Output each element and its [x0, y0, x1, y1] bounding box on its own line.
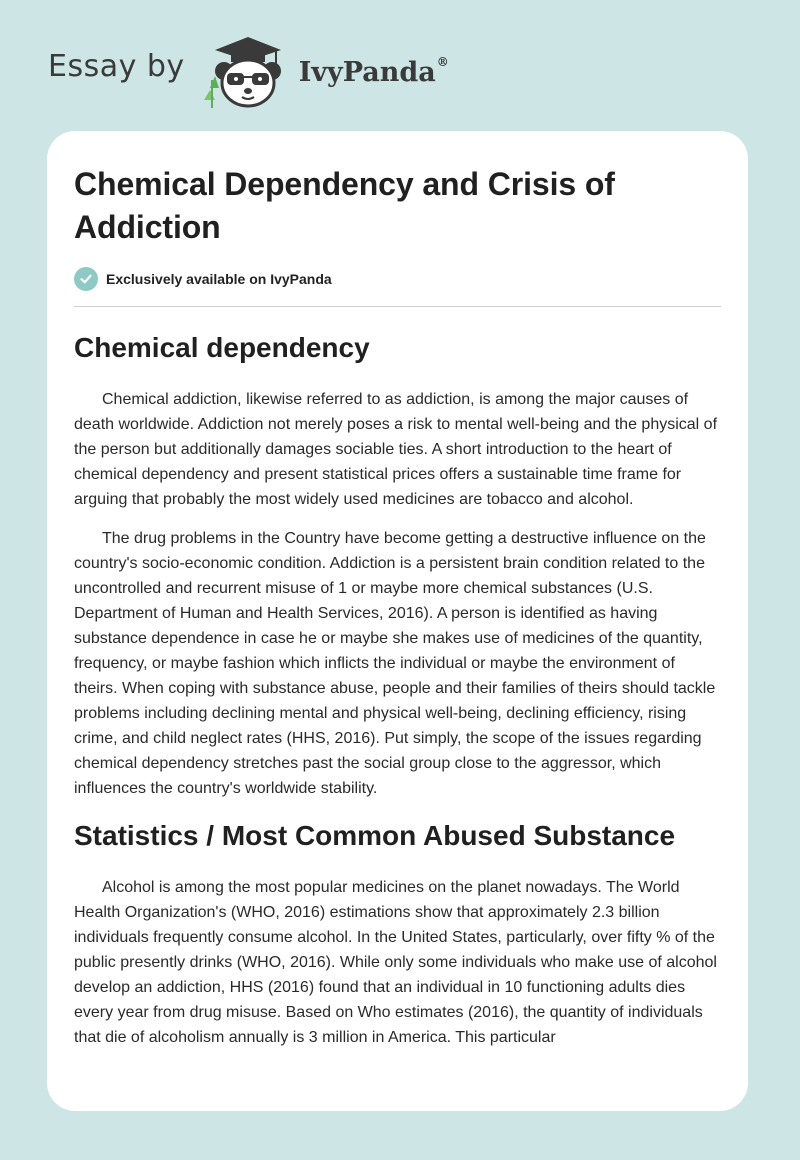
section-heading: Statistics / Most Common Abused Substance: [74, 820, 676, 851]
paragraph: Chemical addiction, likewise referred to as addiction, is among the major causes of death worldwide. Addiction not merely poses a risk to mental well-being and the physical of the person but additionally damages sociable ties. A short introduction to the heart of chemical dependency and present statistical prices offers a sustainable time frame for arguing that probably the most widely used medicines are tobacco and alcohol.: [74, 391, 718, 508]
essay-title: Chemical Dependency and Crisis of Addiction: [74, 166, 615, 245]
paragraph: Alcohol is among the most popular medicines on the planet nowadays. The World Health Organization's (WHO, 2016) estimations show that approximately 2.3 billion individuals frequently consume alcohol. In the United States, particularly, over fifty % of the public presently drinks (WHO, 2016). While only some individuals who make use of alcohol develop an addiction, HHS (2016) found that an individual in 10 functioning adults dies every year from drug misuse. Based on Who estimates (2016), the quantity of individuals that die of alcoholism annually is 3 million in America. This particular: [74, 879, 717, 1046]
brand-header: [48, 36, 449, 108]
title-divider: [74, 306, 721, 307]
check-icon: [74, 267, 98, 291]
section-heading: Chemical dependency: [74, 332, 370, 363]
exclusive-badge-label: Exclusively available on IvyPanda: [106, 271, 332, 287]
brand-name: IvyPanda®: [298, 54, 449, 88]
essay-card: [47, 131, 748, 1111]
paragraph: The drug problems in the Country have become getting a destructive influence on the country's socio-economic condition. Addiction is a persistent brain condition related to the uncontrolled and recurrent misuse of 1 or maybe more chemical substances (U.S. Department of Human and Health Services, 2016). A person is identified as having substance dependence in case he or maybe she makes use of medicines of the quantity, frequency, or maybe fashion which inflicts the individual or maybe the environment of theirs. When coping with substance abuse, people and their families of theirs should tackle problems including declining mental and physical well-being, declining efficiency, rising crime, and child neglect rates (HHS, 2016). Put simply, the scope of the issues regarding chemical dependency stretches past the social group close to the aggressor, which influences the country's worldwide stability.: [74, 530, 716, 797]
essay-by-label: Essay by: [48, 48, 185, 84]
exclusive-badge: [74, 267, 721, 291]
panda-logo-icon[interactable]: [201, 36, 295, 108]
